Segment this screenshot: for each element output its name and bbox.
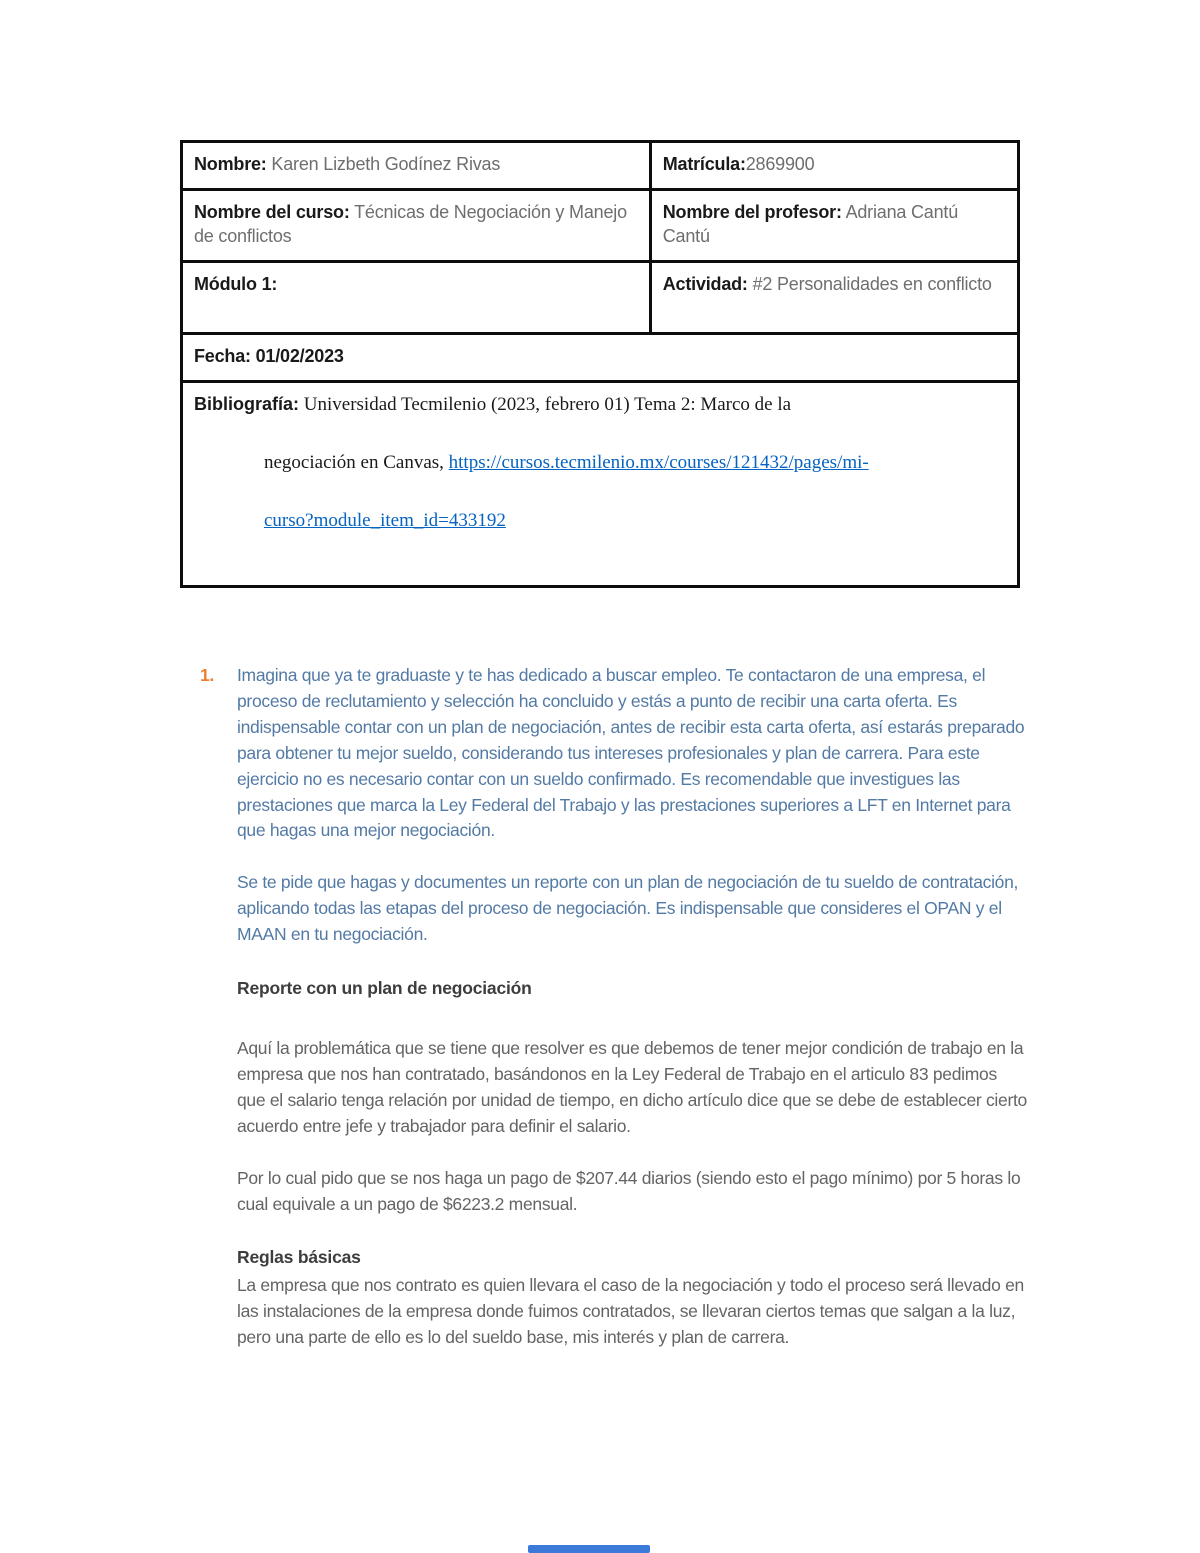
- profesor-label: Nombre del profesor:: [662, 202, 842, 222]
- cell-matricula: [650, 142, 1018, 190]
- table-row: [182, 334, 1019, 382]
- document-body: [200, 663, 1028, 1351]
- modulo-label: Módulo 1:: [194, 274, 278, 294]
- bottom-scroll-indicator[interactable]: [528, 1545, 650, 1553]
- rules-heading: Reglas básicas: [237, 1247, 361, 1268]
- actividad-label: Actividad:: [662, 274, 748, 294]
- numbered-list-item: [200, 663, 1028, 844]
- actividad-value: #2 Personalidades en conflicto: [752, 274, 992, 294]
- instructions-paragraph-2: Se te pide que hagas y documentes un reporte con un plan de negociación de tu sueldo de contratación, aplicando todas las etapas del proceso de negociación. Es indispensable que consideres el OPAN y el MAAN en tu negociación.: [237, 872, 1019, 945]
- report-paragraph-2: Por lo cual pido que se nos haga un pago de $207.44 diarios (siendo esto el pago mínimo) por 5 horas lo cual equivale a un pago de $6223.2 mensual.: [237, 1167, 1021, 1214]
- cell-bibliografia: [182, 382, 1019, 587]
- list-number: 1.: [200, 665, 214, 685]
- bibliografia-text-2: negociación en Canvas,: [264, 452, 449, 473]
- report-heading: Reporte con un plan de negociación: [237, 978, 532, 999]
- nombre-value: Karen Lizbeth Godínez Rivas: [271, 154, 501, 174]
- bibliografia-label: Bibliografía:: [194, 394, 300, 414]
- header-table: [180, 140, 1020, 588]
- bibliografia-line-2: [194, 451, 1006, 475]
- cell-profesor: [650, 190, 1018, 262]
- bibliografia-link-continued[interactable]: curso?module_item_id=433192: [264, 510, 506, 531]
- bibliografia-line-1: [194, 392, 1006, 417]
- curso-value: Técnicas de Negociación y Manejo de conflictos: [194, 202, 627, 246]
- matricula-label: Matrícula:: [662, 154, 746, 174]
- fecha-label: Fecha: 01/02/2023: [194, 346, 344, 366]
- table-row: [182, 262, 1019, 334]
- report-paragraph-1: Aquí la problemática que se tiene que resolver es que debemos de tener mejor condición de trabajo en la empresa que nos han contratado, basándonos en la Ley Federal de Trabajo en el articulo 83 pedimos que el salario tenga relación por unidad de tiempo, en dicho artículo dice que se debe de establecer cierto acuerdo entre jefe y trabajador para definir el salario.: [237, 1037, 1027, 1136]
- instructions-paragraph-1: Imagina que ya te graduaste y te has dedicado a buscar empleo. Te contactaron de una empresa, el proceso de reclutamiento y selección ha concluido y estás a punto de recibir una carta oferta. Es indispensable contar con un plan de negociación, antes de recibir esta carta oferta, así estarás preparado para obtener tu mejor sueldo, considerando tus intereses profesionales y plan de carrera. Para este ejercicio no es necesario contar con un sueldo confirmado. Es recomendable que investigues las prestaciones que marca la Ley Federal del Trabajo y las prestaciones superiores a LFT en Internet para que hagas una mejor negociación.: [237, 665, 1025, 841]
- bibliografia-link[interactable]: https://cursos.tecmilenio.mx/courses/121432/pages/mi-: [448, 452, 869, 473]
- curso-label: Nombre del curso:: [194, 202, 350, 222]
- bibliografia-line-3: [194, 509, 1006, 533]
- cell-curso: [182, 190, 651, 262]
- rules-paragraph: La empresa que nos contrato es quien llevara el caso de la negociación y todo el proceso será llevado en las instalaciones de la empresa donde fuimos contratados, se llevaran ciertos temas que salgan a la luz, pero una parte de ello es lo del sueldo base, mis interés y plan de carrera.: [237, 1275, 1024, 1348]
- nombre-label: Nombre:: [194, 154, 267, 174]
- bibliografia-text-1: Universidad Tecmilenio (2023, febrero 01) Tema 2: Marco de la: [303, 394, 792, 415]
- matricula-value: 2869900: [745, 154, 815, 174]
- table-row: [182, 142, 1019, 190]
- cell-modulo: [182, 262, 651, 334]
- table-row: [182, 190, 1019, 262]
- cell-nombre: [182, 142, 651, 190]
- cell-actividad: [650, 262, 1018, 334]
- profesor-value: Adriana Cantú Cantú: [662, 202, 959, 246]
- table-row: [182, 382, 1019, 587]
- cell-fecha: [182, 334, 1019, 382]
